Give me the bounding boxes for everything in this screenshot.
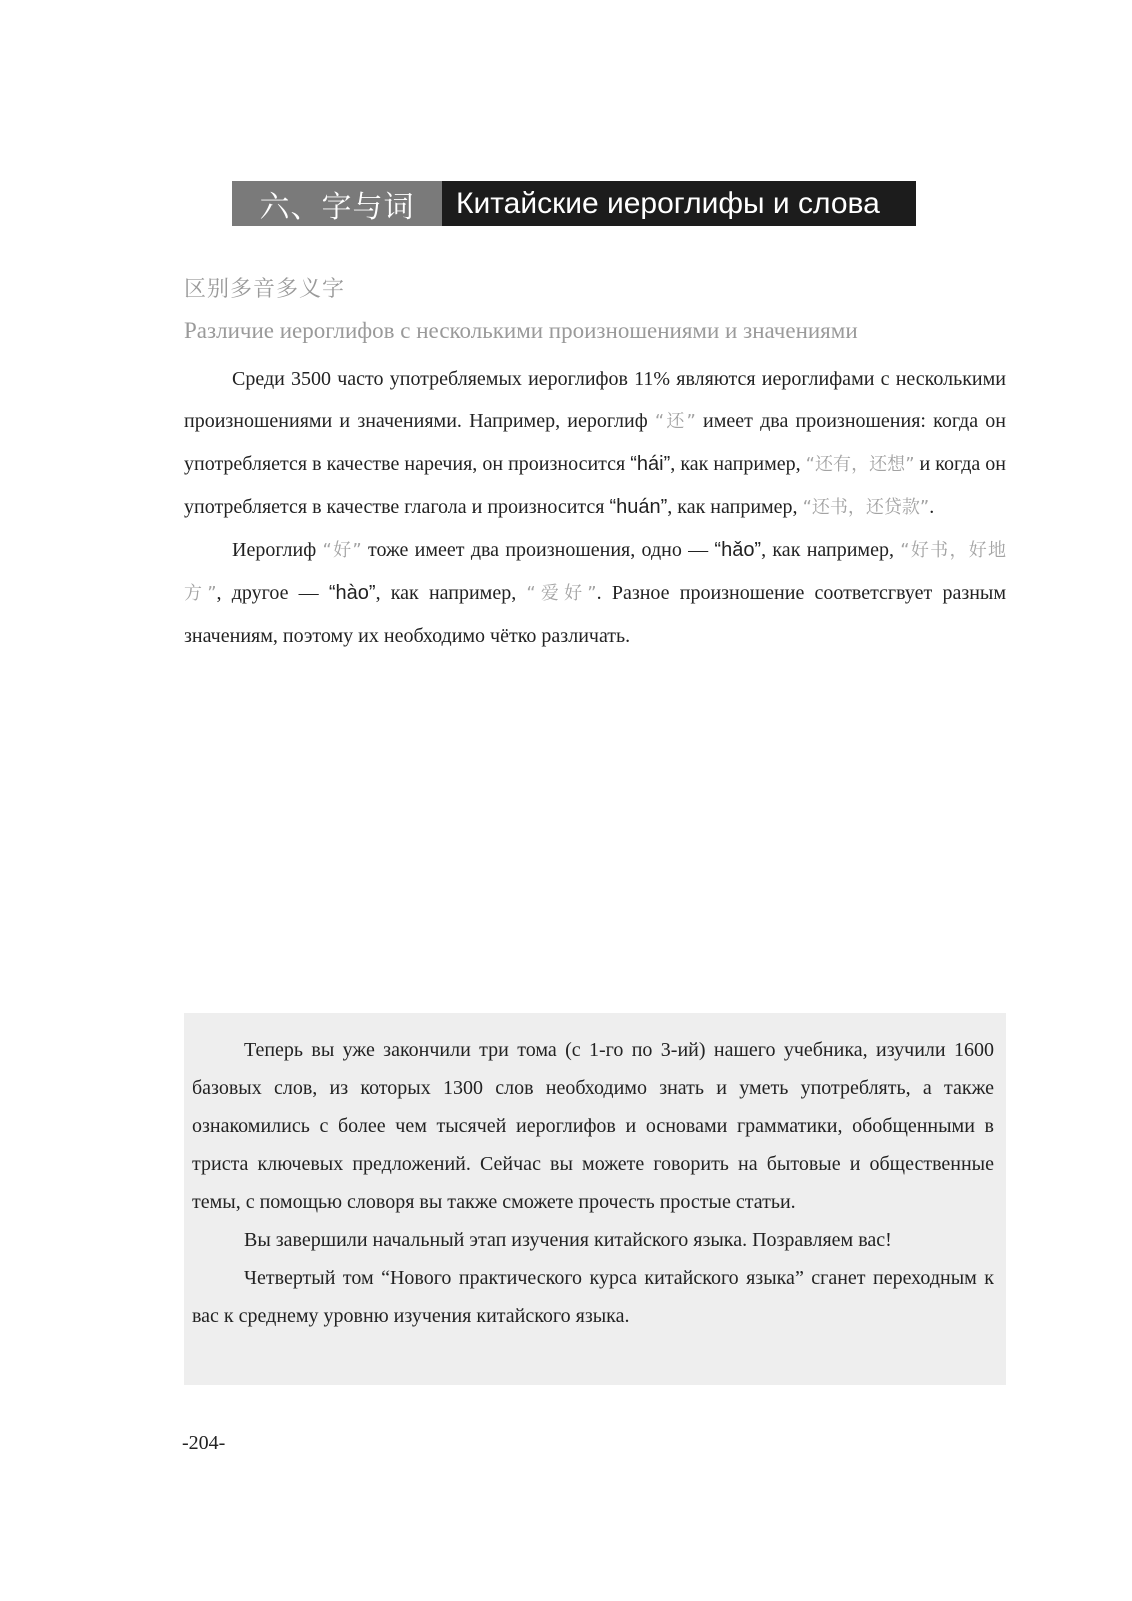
paragraph-text: Иероглиф (232, 539, 323, 561)
paragraph-hao (184, 529, 1006, 657)
paragraph-text: , как например, (667, 496, 803, 518)
section-heading-chinese: 六、字与词 (232, 181, 442, 226)
paragraph-huan (184, 358, 1006, 529)
chinese-example: “还有，还想” (805, 454, 915, 475)
pinyin: “hái” (630, 453, 671, 475)
subtitle-chinese: 区别多音多义字 (184, 277, 346, 302)
summary-box (184, 1013, 1006, 1385)
section-heading-russian: Китайские иероглифы и слова (442, 181, 916, 226)
section-heading (232, 181, 916, 226)
paragraph-text: и когда он употребляется в качестве глагола и произносится (184, 453, 1006, 518)
subtitle-russian: Различие иероглифов с несколькими произношениями и значениями (184, 318, 858, 343)
body-text (184, 358, 1006, 657)
paragraph-text: , как например, (375, 582, 527, 604)
chinese-example: “爱好” (526, 583, 597, 604)
paragraph-text: , как например, (761, 539, 901, 561)
pinyin: “hào” (328, 582, 376, 604)
summary-paragraph: Теперь вы уже закончили три тома (с 1-го по 3-ий) нашего учебника, изучили 1600 базовых слов, из которых 1300 слов необходимо знать и уметь употреблять, а также ознакомились с более чем тысячей иероглифов и основами грамматики, обобщенными в триста ключевых предложений. Сейчас вы можете говорить на бытовые и общественные темы, с помощью словоря вы также сможете прочесть простые статьи. (192, 1039, 994, 1213)
chinese-example: “还” (654, 411, 696, 432)
chinese-example: “好” (322, 540, 362, 561)
pinyin: “huán” (609, 496, 668, 518)
paragraph-text: тоже имеет два произношения, одно — (361, 539, 715, 561)
paragraph-text: , как например, (670, 453, 806, 475)
chinese-example: “好书，好地方” (184, 540, 1007, 604)
chinese-example: “还书，还贷款” (802, 497, 930, 518)
paragraph-text: Среди 3500 часто употребляемых иероглифов 11% являются иероглифами с несколькими произношениями и значениями. Например, иероглиф (184, 368, 1006, 432)
page-number: -204- (182, 1432, 226, 1454)
paragraph-text: имеет два произношения: когда он употребляется в качестве наречия, он произносится (184, 410, 1006, 475)
pinyin: “hǎo” (714, 539, 762, 561)
summary-paragraph: Вы завершили начальный этап изучения китайского языка. Позравляем вас! (244, 1229, 892, 1251)
paragraph-text: . Разное произношение соответсгвует разным значениям, поэтому их необходимо чётко различать. (184, 582, 1007, 647)
summary-paragraph: Четвертый том “Нового практического курса китайского языка” сганет переходным к вас к среднему уровню изучения китайского языка. (192, 1267, 994, 1327)
paragraph-text: , другое — (216, 582, 329, 604)
paragraph-text: . (929, 496, 935, 518)
